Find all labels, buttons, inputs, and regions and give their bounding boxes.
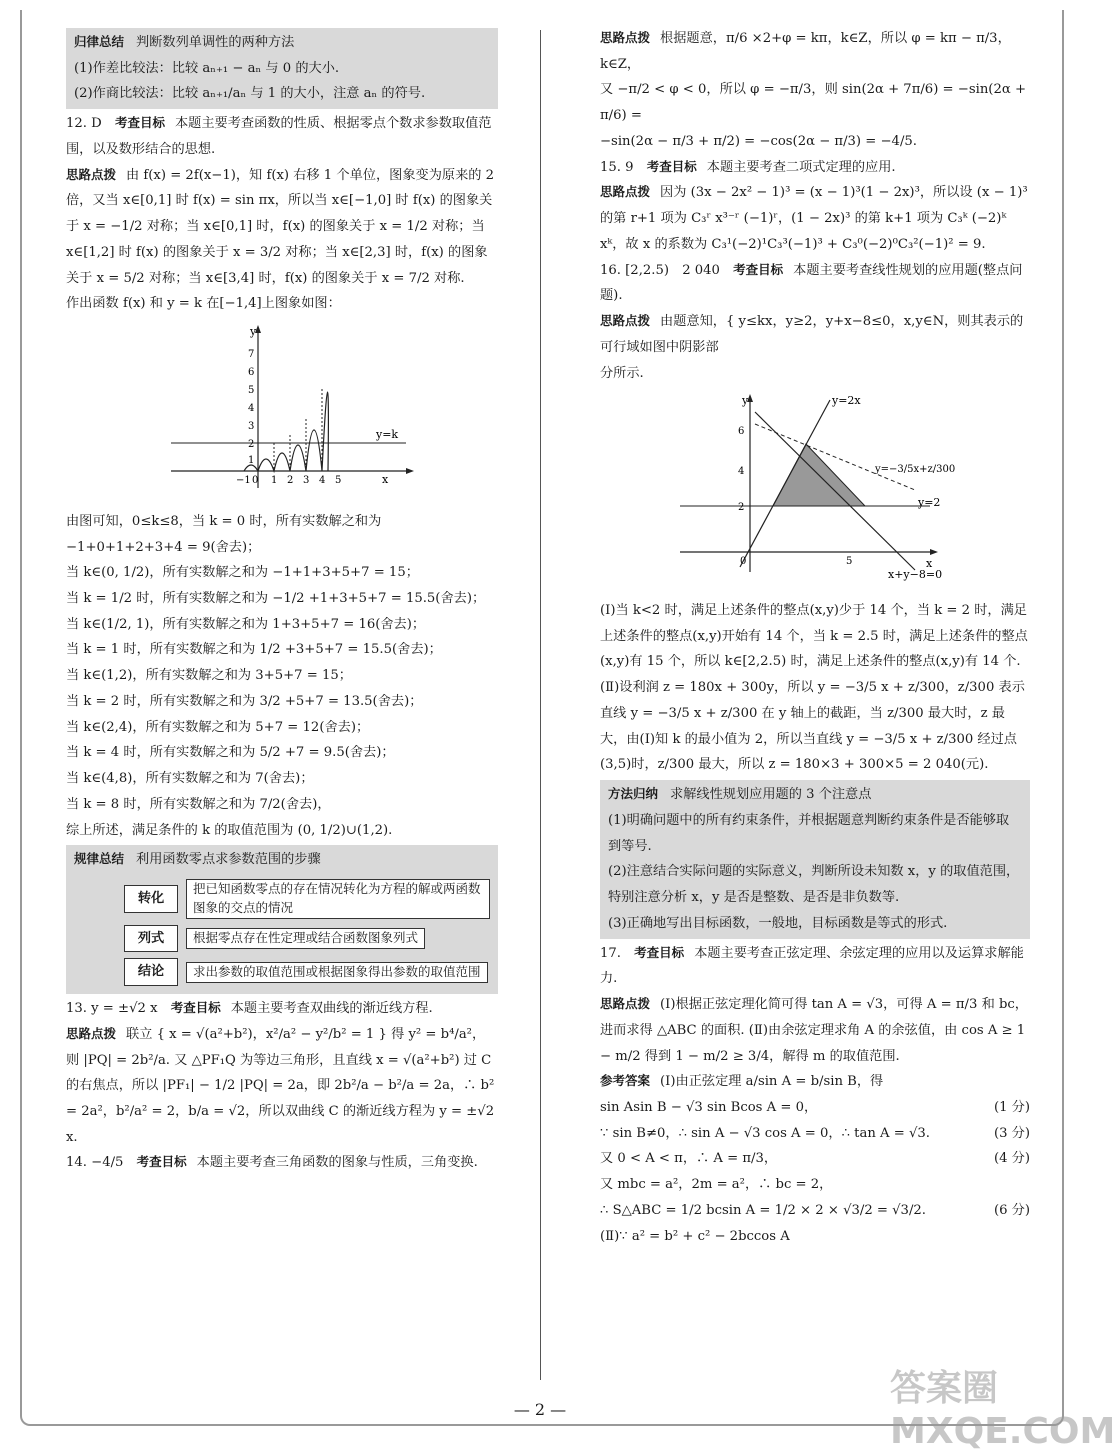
q12-case: 当 k∈(1/2, 1)，所有实数解之和为 1+3+5+7 = 16(舍去)； [66,616,426,632]
q12-case: 当 k∈(2,4)，所有实数解之和为 5+7 = 12(舍去)； [66,719,370,735]
q15-number: 15. 9 [600,159,634,175]
graph1-y-tick: 7 [248,349,255,361]
box-line: (1)明确问题中的所有约束条件，并根据题意判断约束条件是否能够取到等号. [608,812,1010,854]
flow-key: 结论 [124,958,178,986]
flow-chart [74,873,490,992]
q12-case: 当 k = 1/2 时，所有实数解之和为 −1/2 +1+3+5+7 = 15.5(舍去)； [66,591,486,607]
flow-key: 转化 [124,885,178,913]
box-heading: 求解线性规划应用题的 3 个注意点 [670,787,872,803]
graph2-tick: 4 [738,466,745,478]
q14-paragraph: 根据题意，π/6 ×2+φ = kπ，k∈Z，所以 φ = kπ − π/3，k∈Z， [600,31,1011,72]
watermark-logo: 答案圈 MXQE.COM [890,1368,1115,1452]
q16-part2: (Ⅱ)设利润 z = 180x + 300y，所以 y = −3/5 x + z/300，z/300 表示直线 y = −3/5 x + z/300 在 y 轴上的截距，当 z/300 最大时，z 最大，由(Ⅰ)知 k 的最小值为 2，所以当直线 y = −3/5 x + z/300 经过点(3,5)时，z/300 最大，所以 z = 180×3 + 300×5 = 2 040(元). [600,680,1025,773]
step-text: ∵ sin B≠0，∴ sin A − √3 cos A = 0，∴ tan A = √3. [600,1125,930,1141]
q12-keyword-2: 思路点拨 [66,166,117,182]
page-number: — 2 — [513,1400,567,1419]
flow-step [124,958,490,986]
graph1-y-tick: 1 [248,455,255,467]
step-text: sin Asin B − √3 sin Bcos A = 0， [600,1099,818,1115]
box-line: (1)作差比较法：比较 aₙ₊₁ − aₙ 与 0 的大小. [74,60,340,76]
q17-goal: 本题主要考查正弦定理、余弦定理的应用以及运算求解能力. [600,945,1024,987]
graph1-y-tick: 2 [248,439,255,451]
function-graph-svg [166,323,416,493]
graph1-x-tick: 2 [287,475,294,487]
graph1-y-label: y [250,325,257,339]
flow-text: 把已知函数零点的存在情况转化为方程的解或两函数图象的交点的情况 [186,879,490,919]
q12-goal: 本题主要考查函数的性质、根据零点个数求参数取值范围，以及数形结合的思想. [66,116,492,157]
box-title: 规律总结 [74,851,125,867]
q16-system: 由题意知，{ y≤kx，y≥2，y+x−8≤0，x,y∈N，则其表示的可行域如图中阴影部 [600,314,1024,355]
q12-case: 当 k∈(4,8)，所有实数解之和为 7(舍去)； [66,771,314,787]
function-graph [66,323,498,503]
flow-step [124,879,490,919]
flow-text: 求出参数的取值范围或根据图象得出参数的取值范围 [186,962,488,983]
graph1-x-tick: −1 [236,475,251,487]
graph1-x-tick: 0 [252,475,259,487]
box-line: (2)作商比较法：比较 aₙ₊₁/aₙ 与 1 的大小，注意 aₙ 的符号. [74,86,426,102]
graph2-line-label: x+y−8=0 [888,568,943,582]
graph2-line-label: y=2 [918,496,941,510]
graph2-x-label: x [926,557,933,571]
step-text: 又 mbc = a²，2m = a²，∴ bc = 2， [600,1177,833,1193]
box-line: (3)正确地写出目标函数，一般地，目标函数是等式的形式. [608,915,948,931]
q17-paragraph: (Ⅰ)根据正弦定理化简可得 tan A = √3，可得 A = π/3 和 bc，进而求得 △ABC 的面积. (Ⅱ)由余弦定理求角 A 的余弦值，由 cos A ≥ 1 − m/2 得到 1 − m/2 ≥ 3/4，解得 m 的取值范围. [600,997,1028,1064]
graph2-line-label: y=−3/5x+z/300 [875,464,956,476]
graph2-tick: 2 [738,502,745,514]
q13-goal: 本题主要考查双曲线的渐近线方程. [230,1001,433,1017]
q12-keyword: 考查目标 [114,115,165,131]
q15-paragraph: 因为 (3x − 2x² − 1)³ = (x − 1)³(1 − 2x)³，所以设 (x − 1)³ 的第 r+1 项为 C₃ʳ x³⁻ʳ (−1)ʳ，(1 − 2x)³ 的第 k+1 项为 C₃ᵏ (−2)ᵏ xᵏ，故 x 的系数为 C₃¹(−2)¹C₃³(−1)³ + C₃⁰(−2)⁰C₃²(−1)² = 9. [600,185,1028,252]
q12-case: 当 k = 1 时，所有实数解之和为 1/2 +3+5+7 = 15.5(舍去)； [66,642,442,658]
graph1-x-tick: 5 [335,475,342,487]
step-score: (1 分) [993,1099,1030,1115]
graph1-x-tick: 3 [303,475,310,487]
q13-keyword: 考查目标 [170,1000,221,1016]
graph2-tick: 6 [738,426,745,438]
graph1-y-tick: 6 [248,367,255,379]
graph2-tick: 0 [740,556,747,568]
q16-keyword-2: 思路点拨 [600,313,651,329]
answer-step [600,1172,1030,1198]
q13-keyword-2: 思路点拨 [66,1025,117,1041]
q16-part1: (Ⅰ)当 k<2 时，满足上述条件的整点(x,y)少于 14 个，当 k = 2 时，满足上述条件的整点(x,y)开始有 14 个，当 k = 2.5 时，满足上述条件的整点(x,y)有 15 个，所以 k∈[2,2.5) 时，满足上述条件的整点(x,y)有 14 个. [600,603,1028,670]
q17-keyword-2: 思路点拨 [600,996,651,1012]
q14-keyword: 考查目标 [136,1154,187,1170]
q12-paragraph-2: 作出函数 f(x) 和 y = k 在[−1,4]上图象如图： [66,296,341,312]
graph1-y-tick: 4 [248,403,255,415]
q16-paragraph: 分所示. [600,365,644,381]
q12-case: 当 k∈(1,2)，所有实数解之和为 3+5+7 = 15； [66,668,352,684]
step-score: (3 分) [993,1125,1030,1141]
q16-keyword: 考查目标 [733,261,784,277]
graph1-line-label: y=k [376,428,399,442]
summary-box-1 [66,28,498,109]
q13-paragraph: 联立 { x = √(a²+b²)，x²/a² − y²/b² = 1 } 得 y² = b⁴/a²，则 |PQ| = 2b²/a. 又 △PF₁Q 为等边三角形，且直线 x = √(a²+b²) 过 C 的右焦点，所以 |PF₁| − 1/2 |PQ| = 2a，即 2b²/a − b²/a = 2a，∴ b² = 2a²，b²/a² = 2，b/a = √2，所以双曲线 C 的渐近线方程为 y = ±√2 x. [66,1026,495,1145]
q12-paragraph: 由 f(x) = 2f(x−1)，知 f(x) 右移 1 个单位，图象变为原来的 2 倍，又当 x∈[0,1] 时 f(x) = sin πx，所以当 x∈[−1,0] 时 f(x) 的图象关于 x = −1/2 对称；当 x∈[0,1] 时，f(x) 的图象关于 x = 1/2 对称；当 x∈[1,2] 时 f(x) 的图象关于 x = 3/2 对称；当 x∈[2,3] 时，f(x) 的图象关于 x = 5/2 对称；当 x∈[3,4] 时，f(x) 的图象关于 x = 7/2 对称. [66,167,495,286]
step-score: (4 分) [993,1151,1030,1167]
q12-summary: 综上所述，满足条件的 k 的取值范围为 (0, 1/2)∪(1,2). [66,822,393,838]
answer-step [600,1198,1030,1224]
q15-keyword-2: 思路点拨 [600,184,651,200]
q16-number: 16. [2,2.5) 2 040 [600,262,720,278]
q14-paragraph-3: −sin(2α − π/3 + π/2) = −cos(2α − π/3) = −4/5. [600,133,917,149]
q17-keyword: 考查目标 [634,944,685,960]
graph2-line-label: y=2x [832,394,861,408]
q12-case: 当 k = 8 时，所有实数解之和为 7/2(舍去)， [66,796,331,812]
q14-paragraph-2: 又 −π/2 < φ < 0，所以 φ = −π/3，则 sin(2α + 7π/6) = −sin(2α + π/6) = [600,82,1026,124]
q12-case: 当 k = 2 时，所有实数解之和为 3/2 +5+7 = 13.5(舍去)； [66,693,423,709]
step-score: (6 分) [993,1202,1030,1218]
graph1-x-tick: 4 [319,475,326,487]
q16-goal: 本题主要考查线性规划的应用题(整点问题). [600,262,1023,304]
answer-step [600,1224,1030,1250]
box-heading: 利用函数零点求参数范围的步骤 [136,852,321,868]
box-title: 归律总结 [74,34,125,49]
flow-step [124,925,490,953]
graph1-y-tick: 5 [248,385,255,397]
step-text: 又 0 < A < π，∴ A = π/3， [600,1151,778,1167]
graph1-x-tick: 1 [271,475,278,487]
column-divider [540,30,541,1380]
graph2-y-label: y [742,394,749,408]
q17-number: 17. [600,945,621,961]
q12-case: 当 k = 4 时，所有实数解之和为 5/2 +7 = 9.5(舍去)； [66,745,395,761]
answer-step [600,1095,1030,1121]
flow-key: 列式 [124,925,178,953]
flow-text: 根据零点存在性定理或结合函数图象列式 [186,928,425,949]
feasible-region-graph [600,392,1030,592]
feasible-region-svg [670,392,970,582]
q12-number: 12. D [66,116,102,132]
box-title: 方法归纳 [608,786,659,802]
q17-keyword-3: 参考答案 [600,1073,651,1089]
q15-keyword: 考查目标 [646,158,697,174]
method-box [600,780,1030,938]
q14-goal: 本题主要考查三角函数的图象与性质，三角变换. [196,1155,478,1171]
box-heading: 判断数列单调性的两种方法 [136,35,295,50]
q17-paragraph-2: (Ⅰ)由正弦定理 a/sin A = b/sin B，得 [660,1074,884,1090]
q14-keyword-2: 思路点拨 [600,30,651,45]
step-text: ∴ S△ABC = 1/2 bcsin A = 1/2 × 2 × √3/2 = √3/2. [600,1202,926,1218]
summary-box-2 [66,845,498,994]
q14-number: 14. −4/5 [66,1155,124,1171]
graph2-tick: 5 [846,556,853,568]
right-column [600,26,1030,1249]
graph1-y-tick: 3 [248,421,255,433]
answer-step [600,1121,1030,1147]
graph1-x-label: x [382,473,389,487]
left-column [66,26,498,1176]
answer-step [600,1146,1030,1172]
q12-conclusion: 由图可知，0≤k≤8，当 k = 0 时，所有实数解之和为 −1+0+1+2+3+4 = 9(舍去)； [66,513,382,555]
q15-goal: 本题主要考查二项式定理的应用. [706,159,896,175]
box-line: (2)注意结合实际问题的实际意义，判断所设未知数 x，y 的取值范围，特别注意分析 x，y 是否是整数、是否是非负数等. [608,864,1020,906]
step-text: (Ⅱ)∵ a² = b² + c² − 2bccos A [600,1228,790,1244]
q12-case: 当 k∈(0, 1/2)，所有实数解之和为 −1+1+3+5+7 = 15； [66,565,419,581]
q13-number: 13. y = ±√2 x [66,1001,158,1017]
